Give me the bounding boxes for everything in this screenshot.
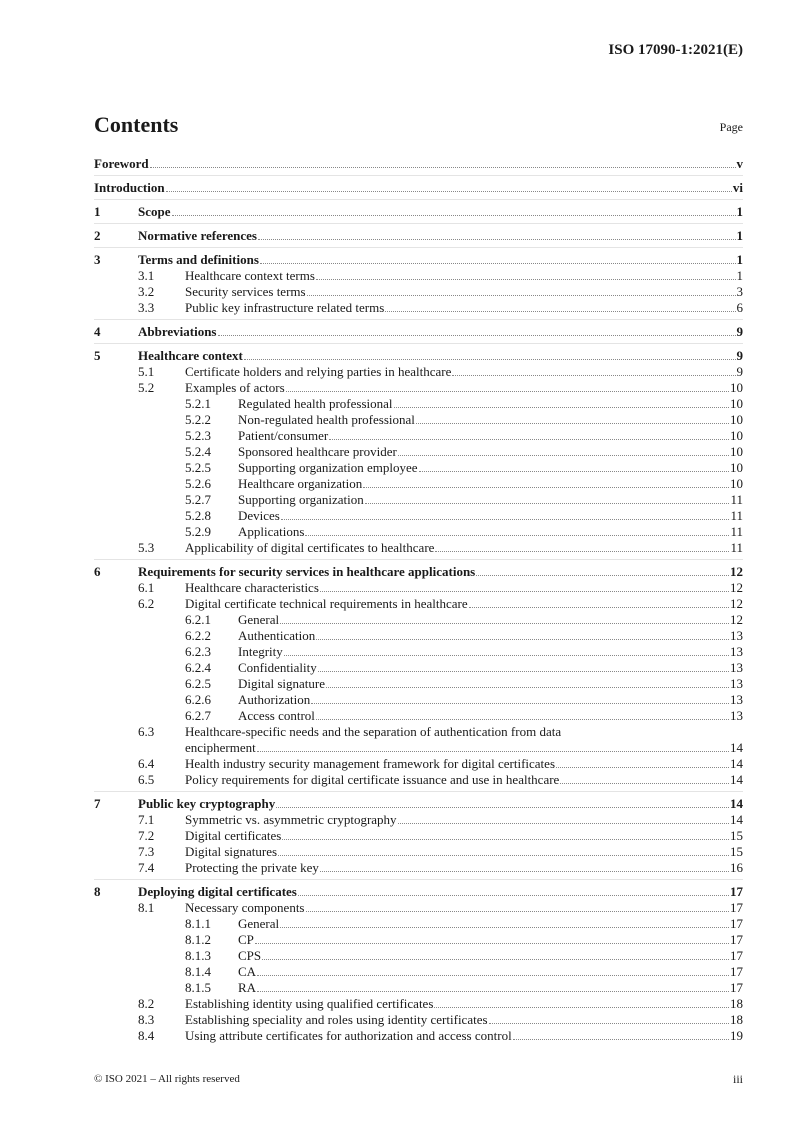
- toc-entry[interactable]: [94, 412, 743, 428]
- toc-entry-page: 15: [730, 844, 743, 859]
- toc-entry[interactable]: [94, 932, 743, 948]
- toc-entry-page: 10: [730, 412, 743, 427]
- toc-entry[interactable]: [94, 996, 743, 1012]
- toc-entry[interactable]: [94, 844, 743, 860]
- dot-leader: [398, 823, 729, 824]
- toc-entry-title[interactable]: CP: [238, 932, 254, 947]
- toc-entry[interactable]: [94, 772, 743, 788]
- toc-entry-number: 8.1: [138, 900, 155, 915]
- toc-entry-page: vi: [732, 180, 743, 195]
- toc-entry-title[interactable]: Supporting organization employee: [238, 460, 418, 475]
- toc-entry-title[interactable]: Foreword: [94, 156, 149, 171]
- dot-leader: [320, 591, 729, 592]
- toc-entry-number: 3.2: [138, 284, 155, 299]
- toc-entry-page: 13: [730, 692, 743, 707]
- toc-entry-title[interactable]: Confidentiality: [238, 660, 317, 675]
- dot-leader: [281, 519, 730, 520]
- toc-entry-page: 6: [736, 300, 743, 315]
- toc-entry-number: 7.1: [138, 812, 155, 827]
- toc-entry[interactable]: [94, 204, 743, 220]
- toc-entry-number: 5.2.1: [185, 396, 211, 411]
- toc-entry-title[interactable]: Applicability of digital certificates to healthcare: [185, 540, 435, 555]
- toc-entry-title[interactable]: Healthcare-specific needs and the separation of authentication from data: [185, 724, 562, 739]
- toc-entry-page: 17: [730, 964, 743, 979]
- toc-entry[interactable]: [94, 252, 743, 268]
- toc-entry[interactable]: [94, 348, 743, 364]
- toc-entry-page: 14: [730, 812, 743, 827]
- toc-entry-page: 13: [730, 708, 743, 723]
- toc-entry[interactable]: [94, 900, 743, 916]
- toc-entry-title[interactable]: Healthcare context: [138, 348, 243, 363]
- toc-entry-number: 7.3: [138, 844, 155, 859]
- toc-entry[interactable]: [94, 596, 743, 612]
- toc-entry-number: 6.2.7: [185, 708, 211, 723]
- dot-leader: [280, 927, 729, 928]
- toc-entry-page: 17: [730, 884, 743, 899]
- toc-entry-number: 5.2.4: [185, 444, 211, 459]
- toc-entry-title[interactable]: Non-regulated health professional: [238, 412, 415, 427]
- toc-entry-number: 5.2.7: [185, 492, 211, 507]
- toc-entry-title[interactable]: Protecting the private key: [185, 860, 319, 875]
- toc-entry-number: 6.2.1: [185, 612, 211, 627]
- toc-entry[interactable]: [94, 396, 743, 412]
- toc-entry[interactable]: [94, 916, 743, 932]
- toc-entry-title[interactable]: Public key cryptography: [138, 796, 276, 811]
- toc-entry-page: 17: [730, 900, 743, 915]
- toc-entry-title[interactable]: Applications: [238, 524, 305, 539]
- toc-entry[interactable]: [94, 628, 743, 644]
- toc-entry[interactable]: [94, 364, 743, 380]
- toc-entry-page: 9: [736, 348, 743, 363]
- toc-entry-title[interactable]: Establishing speciality and roles using identity certificates: [185, 1012, 488, 1027]
- toc-entry-number: 6.4: [138, 756, 155, 771]
- dot-leader: [560, 783, 729, 784]
- toc-entry-page: 13: [730, 628, 743, 643]
- toc-entry-page: 10: [730, 428, 743, 443]
- toc-entry-number: 8.1.2: [185, 932, 211, 947]
- toc-entry-continuation[interactable]: [185, 740, 743, 756]
- dot-leader: [469, 607, 729, 608]
- dot-leader: [316, 279, 736, 280]
- dot-leader: [150, 167, 736, 168]
- toc-entry[interactable]: [94, 444, 743, 460]
- dot-leader: [419, 471, 729, 472]
- dot-leader: [363, 487, 729, 488]
- toc-entry-page: 14: [730, 756, 743, 771]
- toc-entry-page: 14: [730, 740, 743, 755]
- toc-entry-page: 10: [730, 460, 743, 475]
- dot-leader: [257, 751, 729, 752]
- toc-entry[interactable]: [94, 860, 743, 876]
- contents-title: Contents: [94, 112, 179, 137]
- toc-entry[interactable]: [94, 828, 743, 844]
- toc-entry-title[interactable]: Patient/consumer: [238, 428, 329, 443]
- toc-entry-page: 13: [730, 644, 743, 659]
- toc-entry[interactable]: [94, 300, 743, 316]
- dot-leader: [166, 191, 732, 192]
- toc-entry[interactable]: [94, 612, 743, 628]
- toc-entry[interactable]: [94, 796, 743, 812]
- dot-leader: [172, 215, 736, 216]
- toc-entry-number: 7.4: [138, 860, 155, 875]
- toc-entry-number: 8.3: [138, 1012, 155, 1027]
- toc-entry[interactable]: [94, 508, 743, 524]
- toc-entry-page: 13: [730, 676, 743, 691]
- dot-leader: [276, 807, 729, 808]
- dot-leader: [398, 455, 729, 456]
- toc-entry-page: 1: [736, 228, 743, 243]
- toc-entry-number: 5.2.8: [185, 508, 211, 523]
- toc-entry[interactable]: [94, 460, 743, 476]
- toc-entry-title[interactable]: Integrity: [238, 644, 283, 659]
- toc-entry-number: 5.2.6: [185, 476, 211, 491]
- toc-entry-page: 9: [736, 364, 743, 379]
- toc-entry-title[interactable]: Healthcare characteristics: [185, 580, 319, 595]
- dot-leader: [556, 767, 729, 768]
- toc-entry-number: 8.1.4: [185, 964, 211, 979]
- toc-entry[interactable]: [94, 268, 743, 284]
- toc-entry-number: 3.1: [138, 268, 155, 283]
- dot-leader: [257, 991, 729, 992]
- toc-entry-number: 2: [94, 228, 101, 243]
- dot-leader: [320, 871, 729, 872]
- page-column-label: Page: [719, 120, 743, 134]
- toc-entry[interactable]: [94, 324, 743, 340]
- toc-entry-title[interactable]: RA: [238, 980, 257, 995]
- toc-entry[interactable]: [94, 756, 743, 772]
- toc-entry-number: 5.1: [138, 364, 155, 379]
- toc-entry-title[interactable]: Using attribute certificates for authorization and access control: [185, 1028, 512, 1043]
- toc-entry-page: 14: [730, 772, 743, 787]
- toc-entry-page: 11: [730, 540, 743, 555]
- toc-entry[interactable]: [94, 692, 743, 708]
- toc-entry-number: 5: [94, 348, 101, 363]
- toc-entry-number: 6.2.3: [185, 644, 211, 659]
- toc-entry-number: 6: [94, 564, 101, 579]
- toc-entry-number: 8: [94, 884, 101, 899]
- toc-entry-number: 5.2.9: [185, 524, 211, 539]
- toc-entry-number: 4: [94, 324, 101, 339]
- dot-leader: [282, 839, 729, 840]
- toc-entry-title[interactable]: Policy requirements for digital certificate issuance and use in healthcare: [185, 772, 560, 787]
- toc-entry-page: 19: [730, 1028, 743, 1043]
- toc-entry-title[interactable]: Digital certificate technical requirements in healthcare: [185, 596, 468, 611]
- toc-entry-title[interactable]: Requirements for security services in healthcare applications: [138, 564, 476, 579]
- toc-entry-title[interactable]: Health industry security management framework for digital certificates: [185, 756, 555, 771]
- dot-leader: [385, 311, 735, 312]
- toc-entry[interactable]: [94, 964, 743, 980]
- dot-leader: [452, 375, 735, 376]
- toc-entry-number: 5.2.2: [185, 412, 211, 427]
- toc-entry[interactable]: [94, 428, 743, 444]
- toc-entry-page: 14: [730, 796, 743, 811]
- toc-entry-title[interactable]: Certificate holders and relying parties in healthcare: [185, 364, 452, 379]
- dot-leader: [489, 1023, 729, 1024]
- toc-entry-page: 16: [730, 860, 743, 875]
- dot-leader: [394, 407, 729, 408]
- toc-entry-title[interactable]: Symmetric vs. asymmetric cryptography: [185, 812, 397, 827]
- table-of-contents: [94, 156, 743, 1044]
- dot-leader: [318, 671, 729, 672]
- dot-leader: [278, 855, 729, 856]
- copyright-footer: © ISO 2021 – All rights reserved: [94, 1073, 240, 1085]
- toc-entry-title[interactable]: CPS: [238, 948, 262, 963]
- toc-entry-page: 17: [730, 980, 743, 995]
- toc-entry-title[interactable]: Public key infrastructure related terms: [185, 300, 385, 315]
- toc-entry-page: 1: [736, 252, 743, 267]
- toc-entry-title[interactable]: Security services terms: [185, 284, 306, 299]
- toc-entry-title[interactable]: Terms and definitions: [138, 252, 259, 267]
- dot-leader: [311, 703, 729, 704]
- toc-entry-number: 1: [94, 204, 101, 219]
- toc-entry[interactable]: [94, 524, 743, 540]
- dot-leader: [286, 391, 729, 392]
- page-number: iii: [732, 1072, 743, 1086]
- toc-entry-title[interactable]: Healthcare context terms: [185, 268, 315, 283]
- toc-entry[interactable]: [94, 380, 743, 396]
- toc-entry-title[interactable]: Abbreviations: [138, 324, 217, 339]
- dot-leader: [307, 295, 736, 296]
- dot-leader: [284, 655, 729, 656]
- toc-entry-number: 7: [94, 796, 101, 811]
- toc-entry-number: 8.1.1: [185, 916, 211, 931]
- document-id: ISO 17090-1:2021(E): [608, 42, 743, 58]
- toc-entry-page: 13: [730, 660, 743, 675]
- toc-entry-number: 3.3: [138, 300, 155, 315]
- toc-entry-title[interactable]: General: [238, 916, 280, 931]
- toc-entry-title[interactable]: Examples of actors: [185, 380, 285, 395]
- toc-entry-title[interactable]: Access control: [238, 708, 315, 723]
- toc-entry-page: 17: [730, 948, 743, 963]
- toc-entry-number: 6.2.4: [185, 660, 211, 675]
- dot-leader: [513, 1039, 729, 1040]
- toc-entry-title[interactable]: Scope: [138, 204, 171, 219]
- toc-entry-page: 10: [730, 476, 743, 491]
- toc-entry[interactable]: [94, 1012, 743, 1028]
- toc-entry[interactable]: [94, 476, 743, 492]
- toc-entry-number: 8.2: [138, 996, 155, 1011]
- toc-entry-number: 6.5: [138, 772, 155, 787]
- toc-entry-number: 8.1.3: [185, 948, 211, 963]
- toc-entry-page: 11: [730, 524, 743, 539]
- dot-leader: [244, 359, 736, 360]
- toc-entry[interactable]: [94, 884, 743, 900]
- toc-entry[interactable]: [94, 228, 743, 244]
- toc-entry-title[interactable]: Digital signature: [238, 676, 326, 691]
- toc-entry-title[interactable]: Introduction: [94, 180, 165, 195]
- dot-leader: [316, 719, 729, 720]
- toc-entry-number: 6.2: [138, 596, 155, 611]
- toc-entry-number: 7.2: [138, 828, 155, 843]
- dot-leader: [257, 975, 729, 976]
- toc-entry-title[interactable]: Digital certificates: [185, 828, 282, 843]
- toc-entry-page: v: [736, 156, 743, 171]
- toc-entry-page: 12: [730, 580, 743, 595]
- toc-entry-page: 17: [730, 932, 743, 947]
- toc-entry-title[interactable]: Authorization: [238, 692, 311, 707]
- toc-entry-number: 5.2.5: [185, 460, 211, 475]
- toc-entry-page: 12: [730, 596, 743, 611]
- toc-entry-number: 5.2.3: [185, 428, 211, 443]
- toc-entry[interactable]: [94, 180, 743, 196]
- toc-entry-number: 5.2: [138, 380, 155, 395]
- toc-entry[interactable]: [94, 1028, 743, 1044]
- toc-entry-number: 8.1.5: [185, 980, 211, 995]
- toc-entry-title[interactable]: General: [238, 612, 280, 627]
- toc-entry[interactable]: [94, 156, 743, 172]
- toc-entry-number: 6.2.2: [185, 628, 211, 643]
- toc-entry-title[interactable]: Authentication: [238, 628, 316, 643]
- dot-leader: [316, 639, 729, 640]
- dot-leader: [305, 535, 729, 536]
- dot-leader: [329, 439, 729, 440]
- toc-entry-number: 6.3: [138, 724, 155, 739]
- toc-entry[interactable]: [94, 708, 743, 724]
- dot-leader: [306, 911, 730, 912]
- toc-entry-page: 18: [730, 1012, 743, 1027]
- toc-entry[interactable]: [94, 580, 743, 596]
- toc-entry-page: 3: [736, 284, 743, 299]
- toc-entry[interactable]: [94, 948, 743, 964]
- toc-entry[interactable]: [94, 492, 743, 508]
- toc-entry-title[interactable]: Devices: [238, 508, 280, 523]
- toc-entry[interactable]: [94, 676, 743, 692]
- toc-entry-page: 12: [730, 564, 743, 579]
- toc-entry[interactable]: [94, 564, 743, 580]
- toc-entry-title[interactable]: Digital signatures: [185, 844, 278, 859]
- toc-entry-page: 10: [730, 380, 743, 395]
- dot-leader: [280, 623, 729, 624]
- dot-leader: [435, 551, 729, 552]
- dot-leader: [476, 575, 729, 576]
- toc-entry-title[interactable]: Normative references: [138, 228, 257, 243]
- toc-entry-page: 17: [730, 916, 743, 931]
- toc-entry-page: 9: [736, 324, 743, 339]
- toc-entry-number: 5.3: [138, 540, 155, 555]
- toc-entry-title[interactable]: Supporting organization: [238, 492, 364, 507]
- dot-leader: [434, 1007, 729, 1008]
- toc-entry-page: 11: [730, 508, 743, 523]
- toc-entry-page: 10: [730, 396, 743, 411]
- toc-entry-page: 15: [730, 828, 743, 843]
- toc-entry-title[interactable]: Sponsored healthcare provider: [238, 444, 397, 459]
- toc-entry-number: 6.2.5: [185, 676, 211, 691]
- toc-entry-title[interactable]: CA: [238, 964, 257, 979]
- toc-entry-page: 1: [736, 204, 743, 219]
- dot-leader: [258, 239, 736, 240]
- toc-entry-title[interactable]: Regulated health professional: [238, 396, 393, 411]
- toc-entry[interactable]: [94, 724, 743, 740]
- dot-leader: [365, 503, 730, 504]
- toc-entry[interactable]: [94, 980, 743, 996]
- dot-leader: [298, 895, 729, 896]
- dot-leader: [255, 943, 729, 944]
- toc-entry[interactable]: [94, 284, 743, 300]
- dot-leader: [326, 687, 729, 688]
- toc-entry-title[interactable]: Deploying digital certificates: [138, 884, 297, 899]
- dot-leader: [218, 335, 736, 336]
- toc-entry-page: 10: [730, 444, 743, 459]
- toc-entry-title[interactable]: Necessary components: [185, 900, 305, 915]
- toc-entry[interactable]: [94, 660, 743, 676]
- dot-leader: [416, 423, 729, 424]
- toc-entry[interactable]: [94, 540, 743, 556]
- toc-entry-page: 18: [730, 996, 743, 1011]
- toc-entry-title[interactable]: Healthcare organization: [238, 476, 363, 491]
- toc-entry[interactable]: [94, 644, 743, 660]
- dot-leader: [262, 959, 729, 960]
- dot-leader: [260, 263, 736, 264]
- toc-entry-number: 6.2.6: [185, 692, 211, 707]
- toc-entry-title-continued[interactable]: encipherment: [185, 740, 256, 755]
- toc-entry-page: 12: [730, 612, 743, 627]
- toc-entry-page: 1: [736, 268, 743, 283]
- toc-entry-number: 3: [94, 252, 101, 267]
- toc-entry-page: 11: [730, 492, 743, 507]
- toc-entry[interactable]: [94, 812, 743, 828]
- toc-entry-number: 8.4: [138, 1028, 155, 1043]
- toc-entry-title[interactable]: Establishing identity using qualified certificates: [185, 996, 434, 1011]
- toc-entry-number: 6.1: [138, 580, 155, 595]
